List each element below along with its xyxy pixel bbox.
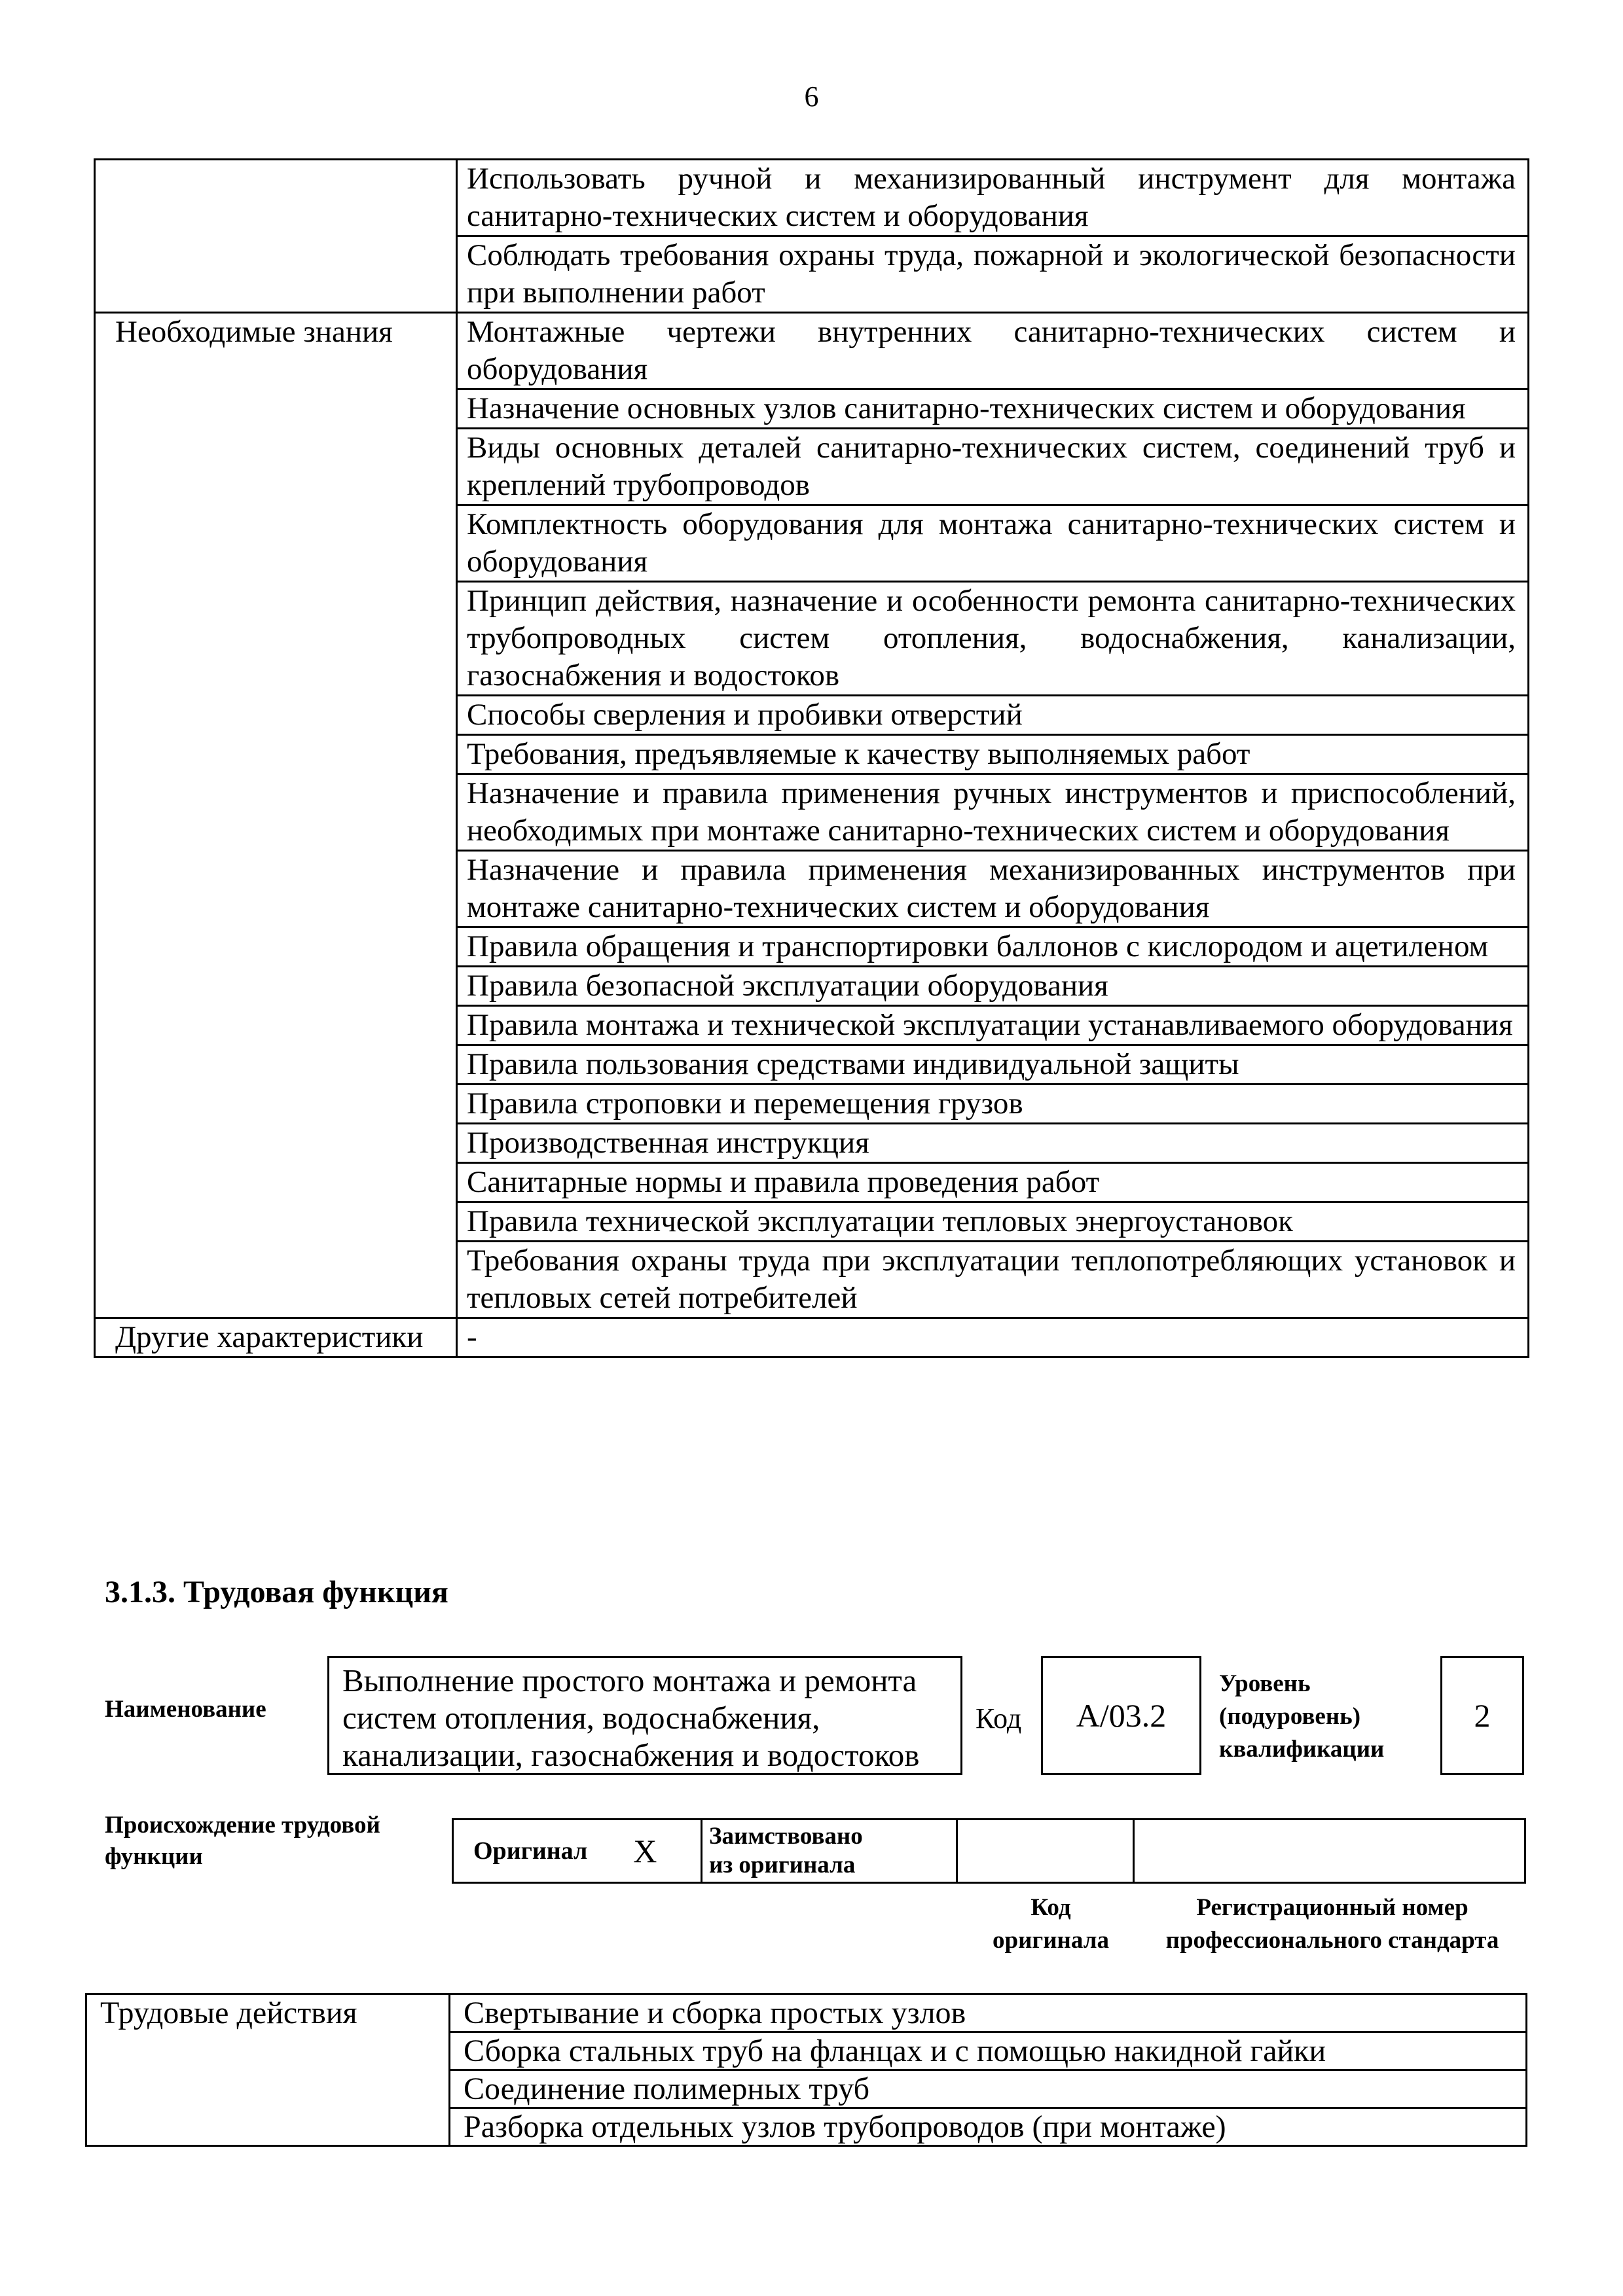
knowledge-item: Правила пользования средствами индивидуальной защиты	[457, 1045, 1529, 1085]
labor-action-item: Разборка отдельных узлов трубопроводов (при монтаже)	[450, 2108, 1527, 2146]
knowledge-item: Монтажные чертежи внутренних санитарно-технических систем и оборудования	[457, 313, 1529, 389]
skill-item: Использовать ручной и механизированный инструмент для монтажа санитарно-технических систем и оборудования	[457, 160, 1529, 236]
section-heading: 3.1.3. Трудовая функция	[105, 1575, 448, 1609]
name-label: Наименование	[105, 1696, 266, 1723]
level-label-line: квалификации	[1219, 1736, 1385, 1763]
knowledge-item: Санитарные нормы и правила проведения работ	[457, 1163, 1529, 1202]
caption-line: Код	[1030, 1894, 1071, 1921]
origin-original-cell	[453, 1820, 702, 1883]
knowledge-item: Правила безопасной эксплуатации оборудования	[457, 967, 1529, 1006]
knowledge-item: Способы сверления и пробивки отверстий	[457, 696, 1529, 735]
requirements-table	[94, 158, 1529, 1358]
level-label-line: Уровень	[1219, 1670, 1311, 1697]
function-name-box: Выполнение простого монтажа и ремонта систем отопления, водоснабжения, канализации, газоснабжения и водостоков	[327, 1656, 962, 1775]
registration-number-caption	[1136, 1892, 1529, 1957]
knowledge-item: Правила монтажа и технической эксплуатации устанавливаемого оборудования	[457, 1006, 1529, 1045]
borrowed-label-line: из оригинала	[709, 1852, 856, 1878]
registration-number-cell	[1134, 1820, 1525, 1883]
origin-code-cell	[957, 1820, 1134, 1883]
knowledge-item: Требования охраны труда при эксплуатации теплопотребляющих установок и тепловых сетей потребителей	[457, 1242, 1529, 1318]
other-characteristics-value: -	[457, 1318, 1529, 1357]
knowledge-item: Виды основных деталей санитарно-технических систем, соединений труб и креплений трубопроводов	[457, 429, 1529, 505]
knowledge-item: Назначение и правила применения ручных инструментов и приспособлений, необходимых при монтаже санитарно-технических систем и оборудования	[457, 774, 1529, 851]
knowledge-item: Требования, предъявляемые к качеству выполняемых работ	[457, 735, 1529, 774]
knowledge-item: Правила технической эксплуатации тепловых энергоустановок	[457, 1202, 1529, 1242]
caption-line: Регистрационный номер	[1196, 1894, 1468, 1921]
knowledge-item: Назначение и правила применения механизированных инструментов при монтаже санитарно-технических систем и оборудования	[457, 851, 1529, 927]
code-value-box: A/03.2	[1041, 1656, 1201, 1775]
page-number: 6	[804, 81, 819, 113]
level-label-line: (подуровень)	[1219, 1703, 1361, 1730]
skill-item: Соблюдать требования охраны труда, пожарной и экологической безопасности при выполнении работ	[457, 236, 1529, 313]
borrowed-label-line: Заимствовано	[709, 1823, 863, 1850]
labor-action-item: Соединение полимерных труб	[450, 2070, 1527, 2108]
knowledge-item: Правила строповки и перемещения грузов	[457, 1085, 1529, 1124]
origin-borrowed-cell	[702, 1820, 957, 1883]
labor-actions-label: Трудовые действия	[86, 1994, 450, 2146]
knowledge-item: Принцип действия, назначение и особенности ремонта санитарно-технических трубопроводных систем отопления, водоснабжения, канализации, газоснабжения и водостоков	[457, 582, 1529, 696]
origin-label-line: Происхождение трудовой	[105, 1812, 380, 1839]
labor-action-item: Свертывание и сборка простых узлов	[450, 1994, 1527, 2032]
knowledge-item: Назначение основных узлов санитарно-технических систем и оборудования	[457, 389, 1529, 429]
origin-label	[105, 1810, 380, 1873]
original-label: Оригинал	[473, 1837, 588, 1865]
caption-line: оригинала	[993, 1927, 1109, 1954]
origin-code-caption	[985, 1892, 1116, 1957]
skills-label-cell	[95, 160, 457, 313]
knowledge-label: Необходимые знания	[95, 313, 457, 1318]
labor-action-item: Сборка стальных труб на фланцах и с помощью накидной гайки	[450, 2032, 1527, 2070]
labor-actions-table	[85, 1993, 1527, 2147]
other-characteristics-label: Другие характеристики	[95, 1318, 457, 1357]
qualification-level-label	[1219, 1668, 1384, 1766]
origin-table	[452, 1818, 1526, 1884]
knowledge-item: Производственная инструкция	[457, 1124, 1529, 1163]
knowledge-item: Правила обращения и транспортировки баллонов с кислородом и ацетиленом	[457, 927, 1529, 967]
knowledge-item: Комплектность оборудования для монтажа санитарно-технических систем и оборудования	[457, 505, 1529, 582]
level-value-box: 2	[1440, 1656, 1524, 1775]
origin-label-line: функции	[105, 1843, 203, 1870]
code-label: Код	[976, 1702, 1022, 1734]
original-mark: X	[633, 1832, 657, 1869]
caption-line: профессионального стандарта	[1165, 1927, 1499, 1954]
